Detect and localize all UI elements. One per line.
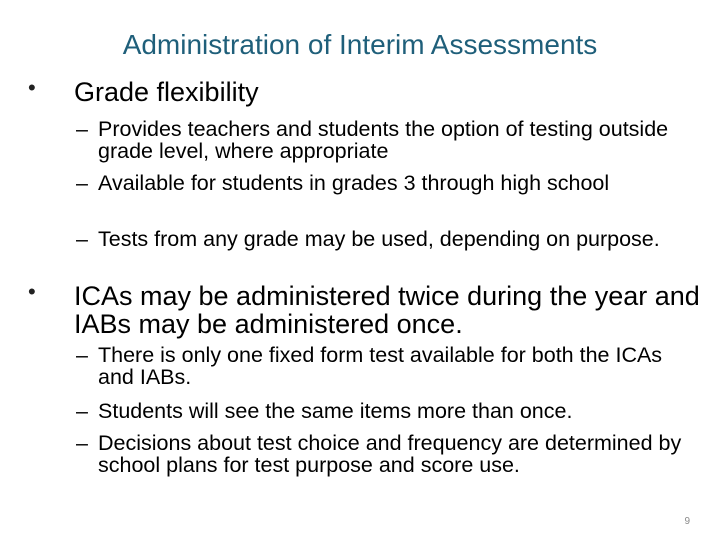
sub-item-dash: – [76,117,88,141]
sub-item-dash: – [76,431,88,455]
sub-item-dash: – [76,399,88,423]
sub-item-text: Students will see the same items more than once. [98,399,573,423]
sub-item-text: Tests from any grade may be used, depending on purpose. [98,227,660,251]
bullet-icas-iabs-administration: ICAs may be administered twice during the year and IABs may be administered once. [74,281,700,339]
bullet-grade-flexibility: Grade flexibility [74,77,259,107]
bullet-marker: • [28,75,36,100]
sub-item-text: There is only one fixed form test available for both the ICAs and IABs. [98,343,663,389]
sub-item-dash: – [76,171,88,195]
sub-item-grades-available [76,172,696,194]
slide-title: Administration of Interim Assessments [122,29,598,60]
sub-item-dash: – [76,343,88,367]
bullet-marker: • [28,279,36,304]
sub-item-any-grade-tests [76,228,696,250]
sub-item-decisions [76,432,696,476]
sub-item-fixed-form [76,344,696,388]
page-number: 9 [684,516,690,527]
sub-item-same-items [76,400,696,422]
sub-item-dash: – [76,227,88,251]
sub-item-testing-option [76,118,696,162]
sub-item-text: Decisions about test choice and frequency are determined by school plans for test purpose and score use. [98,431,682,477]
sub-item-text: Available for students in grades 3 through high school [98,171,610,195]
sub-item-text: Provides teachers and students the option of testing outside grade level, where appropriate [98,117,669,163]
